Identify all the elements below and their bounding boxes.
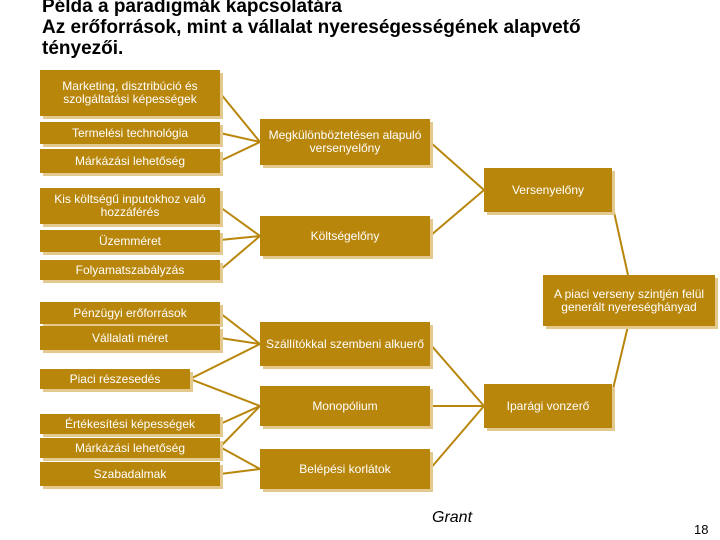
box-iparagi-label: Iparági vonzerő — [506, 398, 590, 413]
box-markazasi-lehetoseg-1 — [40, 149, 220, 173]
box-ertekesitesi-kepessegek — [40, 414, 220, 434]
connector-piaci-resz-mono — [190, 379, 260, 406]
connector-koltseg-verseny — [430, 190, 484, 236]
source-label: Grant — [432, 509, 473, 526]
box-vallalati-label: Vállalati méret — [91, 330, 169, 345]
box-uzemmeret — [40, 230, 220, 252]
page-number: 18 — [694, 522, 709, 537]
connector-markazasi1 — [220, 142, 260, 161]
box-piaci-verseny — [543, 275, 715, 326]
box-versenyeloney-label: Versenyelőny — [511, 182, 585, 197]
box-markazasi-lehetoseg-2 — [40, 438, 220, 458]
box-monopolium — [260, 386, 430, 426]
box-piaci-verseny-label: A piaci verseny szintjén felül generált nyereséghányad — [553, 286, 705, 314]
box-megkulonboztetesen-label: Megkülönböztetésen alapuló versenyelőny — [268, 128, 422, 155]
connector-folyamat — [220, 236, 260, 270]
box-penzugyi-label: Pénzügyi erőforrások — [73, 305, 187, 320]
box-megkulonboztetesen — [260, 119, 430, 165]
connector-iparagi-piaci — [612, 326, 628, 393]
box-folyamatszabalyzas — [40, 260, 220, 280]
box-termelesi-technologia — [40, 122, 220, 144]
box-iparagi-vonzero — [484, 384, 612, 428]
box-monopolium-label: Monopólium — [312, 398, 378, 413]
box-termelesi-label: Termelési technológia — [71, 125, 189, 140]
connector-ertekesitesi — [220, 406, 260, 424]
box-ertekesitesi-label: Értékesítési képességek — [64, 416, 196, 431]
connector-kis-koltsegu — [220, 207, 260, 236]
connector-belepes-iparagi — [430, 406, 484, 469]
box-markazasi2-label: Márkázási lehetőség — [74, 440, 186, 455]
connector-szallito-iparagi — [430, 344, 484, 406]
box-kis-koltsegu-label: Kis költségű inputokhoz való hozzáférés — [54, 192, 206, 219]
connector-megkul-verseny — [430, 142, 484, 190]
box-penzugyi-eroforrasok — [40, 302, 220, 324]
box-szallitokkal — [260, 322, 430, 366]
box-uzemmeret-label: Üzemméret — [98, 233, 161, 248]
box-szallitokkal-label: Szállítókkal szembeni alkuerő — [265, 336, 425, 351]
box-piaci-reszesedes — [40, 369, 190, 389]
box-szabadalmak — [40, 462, 220, 486]
box-folyamat-label: Folyamatszabályzás — [75, 262, 185, 277]
connector-szabadalmak — [220, 469, 260, 474]
connector-markazasi2-belepes — [220, 447, 260, 469]
box-koltsegeloney-label: Költségelőny — [310, 228, 380, 243]
box-belepesi-label: Belépési korlátok — [299, 461, 391, 476]
box-marketing — [40, 70, 220, 116]
title-line-1: Példa a paradigmák kapcsolatára — [42, 0, 342, 17]
box-kis-koltsegu — [40, 188, 220, 224]
box-markazasi1-label: Márkázási lehetőség — [74, 153, 186, 168]
box-belepesi-korlatok — [260, 449, 430, 489]
connector-markazasi2 — [220, 406, 260, 447]
box-koltsegeloney — [260, 216, 430, 256]
title-line-2: Az erőforrások, mint a vállalat nyereségességének alapvető — [42, 17, 581, 38]
connector-uzemmeret — [220, 236, 260, 240]
connector-verseny-piaci — [612, 203, 628, 275]
box-szabadalmak-label: Szabadalmak — [93, 466, 167, 481]
box-marketing-label: Marketing, disztribúció és szolgáltatási képességek — [62, 79, 198, 106]
title-line-3: tényezői. — [42, 38, 124, 59]
box-versenyeloney — [484, 168, 612, 212]
box-vallalati-meret — [40, 326, 220, 350]
box-piaci-resz-label: Piaci részesedés — [69, 371, 161, 386]
